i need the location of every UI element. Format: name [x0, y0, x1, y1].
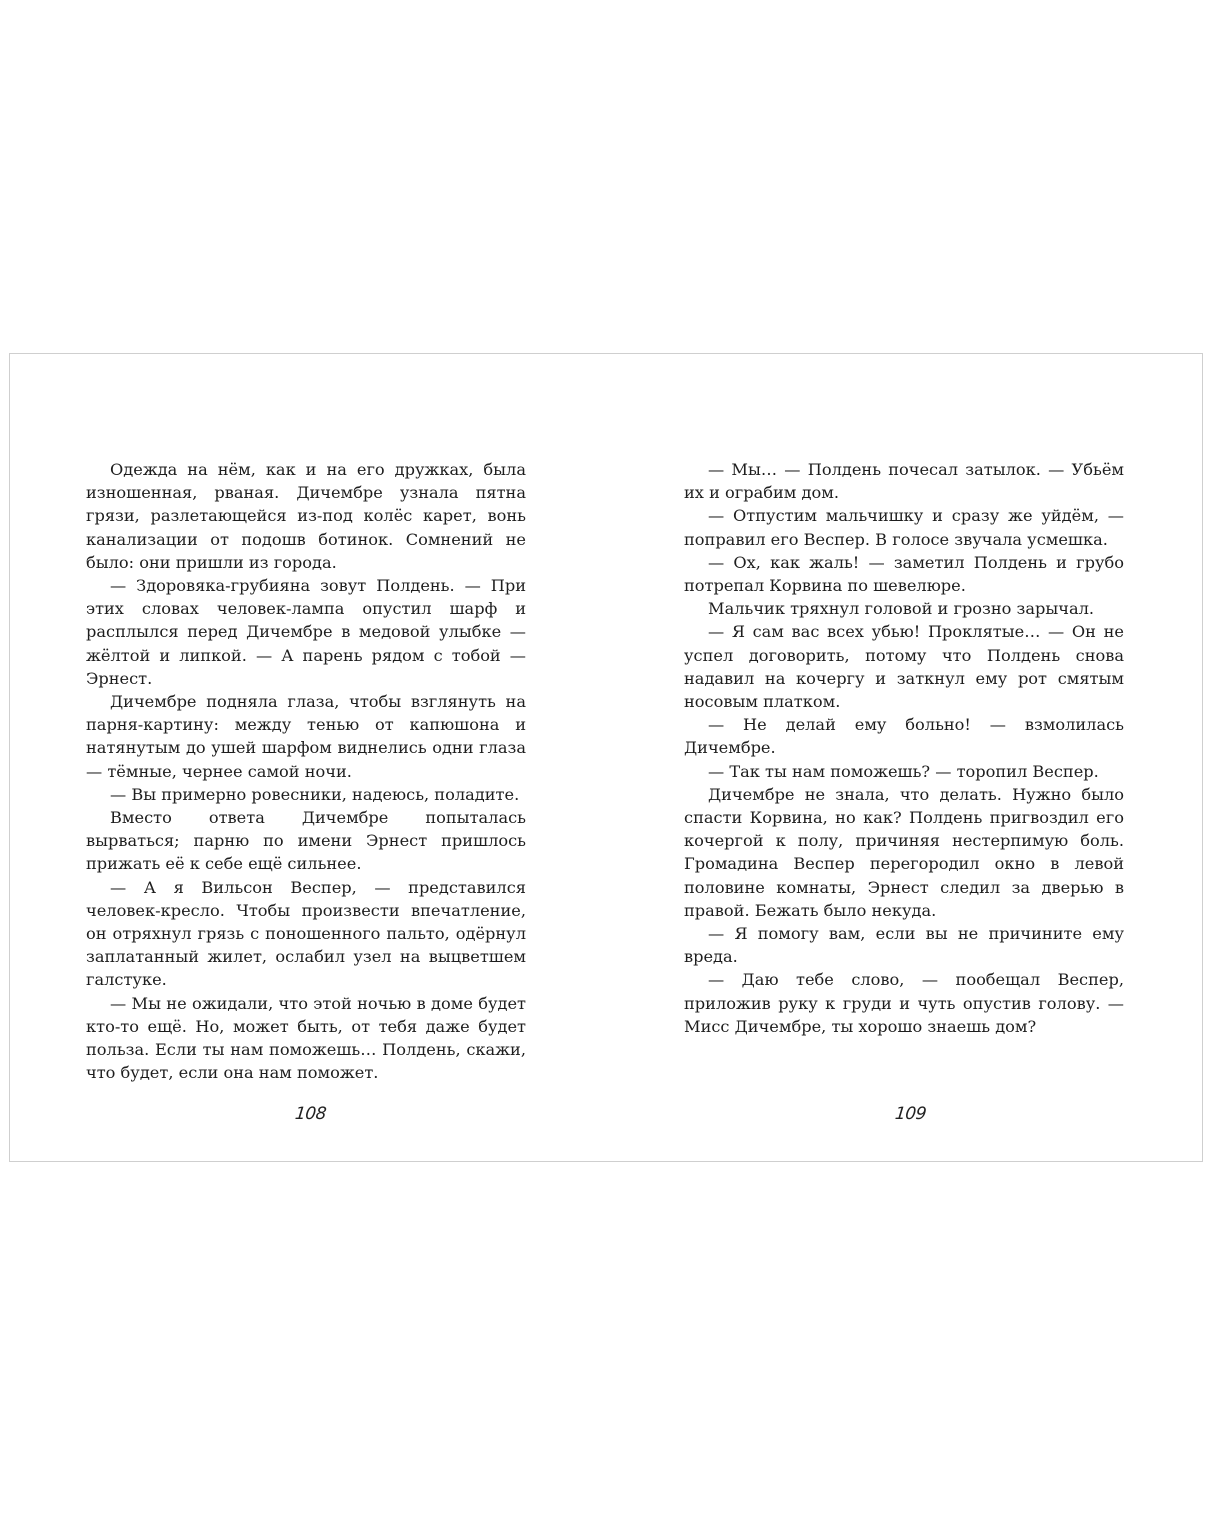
paragraph: — Я сам вас всех убью! Проклятые… — Он не успел договорить, потому что Полдень снова надавил на кочергу и заткнул ему рот смятым носовым платком. — [684, 622, 1124, 712]
left-page-number: 108 — [293, 1104, 328, 1124]
right-page-text — [684, 458, 1124, 1038]
paragraph: — Вы примерно ровесники, надеюсь, поладите. — [110, 784, 520, 804]
paragraph: — Так ты нам поможешь? — торопил Веспер. — [708, 761, 1099, 781]
paragraph: Дичембре подняла глаза, чтобы взглянуть на парня-картину: между тенью от капюшона и натянутым до ушей шарфом виднелись одни глаза — тёмные, чернее самой ночи. — [86, 692, 526, 781]
paragraph: — Ох, как жаль! — заметил Полдень и грубо потрепал Корвина по шевелюре. — [684, 552, 1124, 596]
paragraph: Дичембре не знала, что делать. Нужно было спасти Корвина, но как? Полдень пригвоздил его кочергой к полу, причиняя нестерпимую боль. Громадина Веспер перегородил окно в левой половине комнаты, Эрнест следил за дверью в правой. Бежать было некуда. — [684, 784, 1124, 920]
paragraph: — Даю тебе слово, — пообещал Веспер, приложив руку к груди и чуть опустив голову. — Мисс Дичембре, ты хорошо знаешь дом? — [684, 970, 1124, 1036]
paragraph: Мальчик тряхнул головой и грозно зарычал. — [708, 599, 1095, 619]
paragraph: Вместо ответа Дичембре попыталась вырваться; парню по имени Эрнест пришлось прижать её к себе ещё сильнее. — [86, 808, 526, 874]
book-spread — [9, 353, 1203, 1162]
paragraph: — Отпустим мальчишку и сразу же уйдём, — поправил его Веспер. В голосе звучала усмешка. — [684, 506, 1124, 549]
right-page-number: 109 — [893, 1104, 928, 1124]
paragraph: — Не делай ему больно! — взмолилась Дичембре. — [684, 715, 1124, 758]
paragraph: — А я Вильсон Веспер, — представился человек-кресло. Чтобы произвести впечатление, он отряхнул грязь с поношенного пальто, одёрнул заплатанный жилет, ослабил узел на выцветшем галстуке. — [86, 877, 526, 990]
left-page-text — [86, 458, 526, 1084]
paragraph: — Мы… — Полдень почесал затылок. — Убьём их и ограбим дом. — [684, 460, 1124, 503]
paragraph: Одежда на нём, как и на его дружках, была изношенная, рваная. Дичембре узнала пятна грязи, разлетающейся из-под колёс карет, вонь канализации от подошв ботинок. Сомнений не было: они пришли из города. — [86, 460, 526, 572]
paragraph: — Здоровяка-грубияна зовут Полдень. — При этих словах человек-лампа опустил шарф и расплылся перед Дичембре в медовой улыбке — жёлтой и липкой. — А парень рядом с тобой — Эрнест. — [86, 576, 526, 688]
paragraph: — Я помогу вам, если вы не причините ему вреда. — [684, 924, 1124, 967]
paragraph: — Мы не ожидали, что этой ночью в доме будет кто-то ещё. Но, может быть, от тебя даже будет польза. Если ты нам поможешь… Полдень, скажи, что будет, если она нам поможет. — [86, 993, 526, 1083]
